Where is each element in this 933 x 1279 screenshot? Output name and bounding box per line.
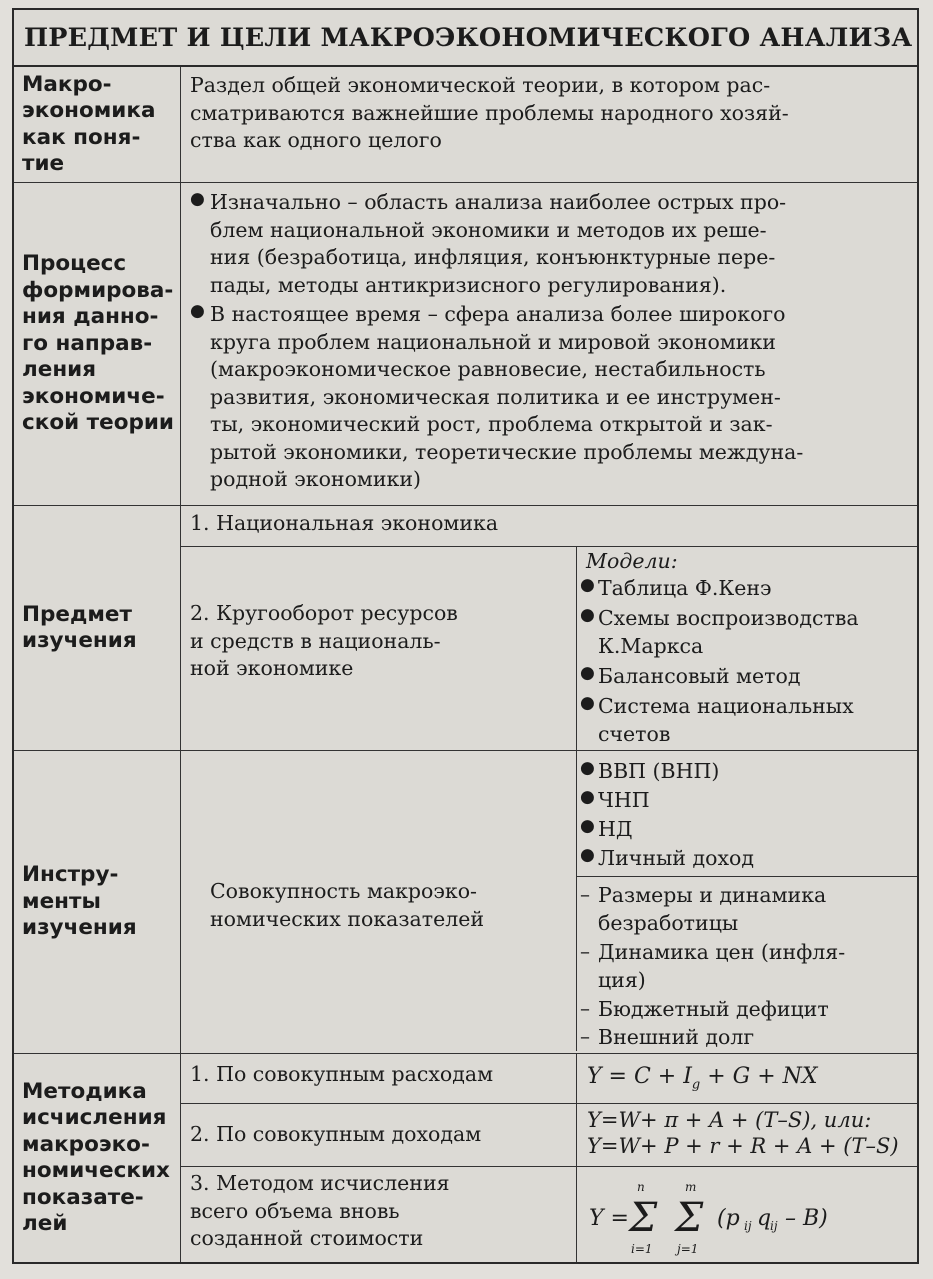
svg-text:Σ: Σ (675, 1195, 704, 1241)
subject-column-divider (576, 546, 577, 1051)
method-item-3: 3. Методом исчисления всего объема вновь созданной стоимости (190, 1171, 450, 1250)
row-head-tools: Инстру- менты изучения (22, 862, 137, 941)
svg-text:i=1: i=1 (631, 1242, 653, 1256)
svg-text:m: m (685, 1180, 697, 1194)
dash-icon: – (580, 939, 590, 963)
sum-formula-graphic (587, 1175, 912, 1259)
bullet-icon: ● (580, 845, 595, 865)
subject-item-1: 1. Национальная экономика (190, 511, 499, 535)
page-title: ПРЕДМЕТ И ЦЕЛИ МАКРОЭКОНОМИЧЕСКОГО АНАЛИЗА (14, 10, 917, 67)
concept-text: Раздел общей экономической теории, в котором рас- сматриваются важнейшие проблемы народного хозяй- ства как одного целого (190, 73, 789, 152)
column-divider (180, 67, 181, 1262)
svg-text:Y =: Y = (589, 1206, 629, 1231)
bullet-icon: ● (580, 758, 595, 778)
bullet-icon: ● (580, 605, 595, 625)
method-item-1: 1. По совокупным расходам (190, 1062, 494, 1086)
dash-icon: – (580, 882, 590, 906)
formula-income-1: Y=W+ π + A + (T–S), или: (587, 1108, 872, 1132)
row-head-concept: Макро- экономика как поня- тие (22, 71, 156, 176)
process-bullet-1-text: Изначально – область анализа наиболее острых про- блем национальной экономики и методов их решe- ния (безработица, инфляция, конъюнктурные пере- пады, методы антикризисного регулирования). (210, 190, 787, 297)
svg-text:n: n (637, 1180, 645, 1194)
bullet-icon: ● (190, 189, 205, 209)
bullet-icon: ● (580, 816, 595, 836)
tools-divider (576, 876, 917, 877)
svg-text:j=1: j=1 (677, 1242, 699, 1256)
method-divider (180, 1103, 917, 1104)
method-divider (180, 1166, 917, 1167)
process-bullet-2-text: В настоящее время – сфера анализа более широкого круга проблем национальной и мировой экономики (макроэкономическое равновесие, нестабильность развития, экономическая политика и ее инструмен- ты, экономический рост, проблема открытой и зак- рытой экономики, теоретические проблемы междуна- родной экономики) (210, 302, 804, 491)
svg-text:ij: ij (770, 1219, 778, 1233)
svg-text:Σ: Σ (629, 1195, 658, 1241)
tools-middle-text: Совокупность макроэко- номических показателей (210, 879, 485, 931)
subject-item-2: 2. Кругооборот ресурсов и средств в националь- ной экономике (190, 601, 458, 680)
bullet-icon: ● (580, 693, 595, 713)
table-page: ПРЕДМЕТ И ЦЕЛИ МАКРОЭКОНОМИЧЕСКОГО АНАЛИЗА Макро- экономика как поня- тие Раздел общей экономической теории, в котором рас- сматриваются важнейшие проблемы народного хозяй- ства как одного целого Процесс формирова- ния данно- го направ- ления экономиче- ской теории ● Изначально – область анализа наиболее острых про- блем национальной экономики и методов их решe- ния (безработица, инфляция, конъюнктурные пере- пады, методы антикризисного регулирования). ● В настоящее время – сфера анализа более широкого круга проблем национальной и мировой экономики (макроэкономическое равновесие, нестабильность развития, экономическая политика и ее инструмен- ты, экономический рост, проблема открытой и зак- рытой экономики, теоретические проблемы междуна- родной экономики) Предмет изучения 1. Национальная экономика 2. Кругооборот ресурсов и средств в националь- ной экономике Модели: ● Таблица Ф.Кенэ ● Схемы воспроизводства К.Маркса ● Балансовый метод ● Система национальных счетов Инстру- менты изучения Совокупность макроэко- номических показателей ● ВВП (ВНП) ● ЧНП ● НД ● Личный доход – Размеры и динамика безработицы – Динамика цен (инфля- ция) – Бюджетный дефицит – Внешний долг Методика исчисления макроэко- номических показате- лей 1. По совокупным расходам 2. По совокупным доходам 3. Методом исчисления всего объема вновь созданной стоимости $Y = C + I_g + G$ + NX Y=W+ π + A + (T–S), или: Y=W+ P + r + R + A + (T–S) Y = n Σ i=1 m Σ j=1 (p ij q ij – B) (12, 8, 919, 1264)
bullet-icon: ● (580, 663, 595, 683)
models-label: Модели: (586, 549, 678, 573)
row-head-subject: Предмет изучения (22, 601, 137, 653)
row-head-method: Методика исчисления макроэко- номических показате- лей (22, 1078, 170, 1236)
bullet-icon: ● (580, 787, 595, 807)
formula-value-added (587, 1175, 912, 1259)
svg-text:ij: ij (744, 1219, 752, 1233)
svg-text:(p: (p (717, 1206, 740, 1231)
dash-icon: – (580, 1024, 590, 1048)
row-head-process: Процесс формирова- ния данно- го направ- ления экономиче- ской теории (22, 251, 174, 436)
formula-income-2: Y=W+ P + r + R + A + (T–S) (587, 1134, 899, 1158)
formula-expenditure: $Y = C + I_g + G$ + NX (587, 1064, 818, 1093)
method-item-2: 2. По совокупным доходам (190, 1122, 482, 1146)
bullet-icon: ● (190, 301, 205, 321)
bullet-icon: ● (580, 575, 595, 595)
svg-text:q: q (757, 1206, 772, 1231)
dash-icon: – (580, 996, 590, 1020)
svg-text:– B): – B) (785, 1206, 828, 1231)
subject-divider (180, 546, 917, 547)
method-column-divider (576, 1053, 577, 1262)
